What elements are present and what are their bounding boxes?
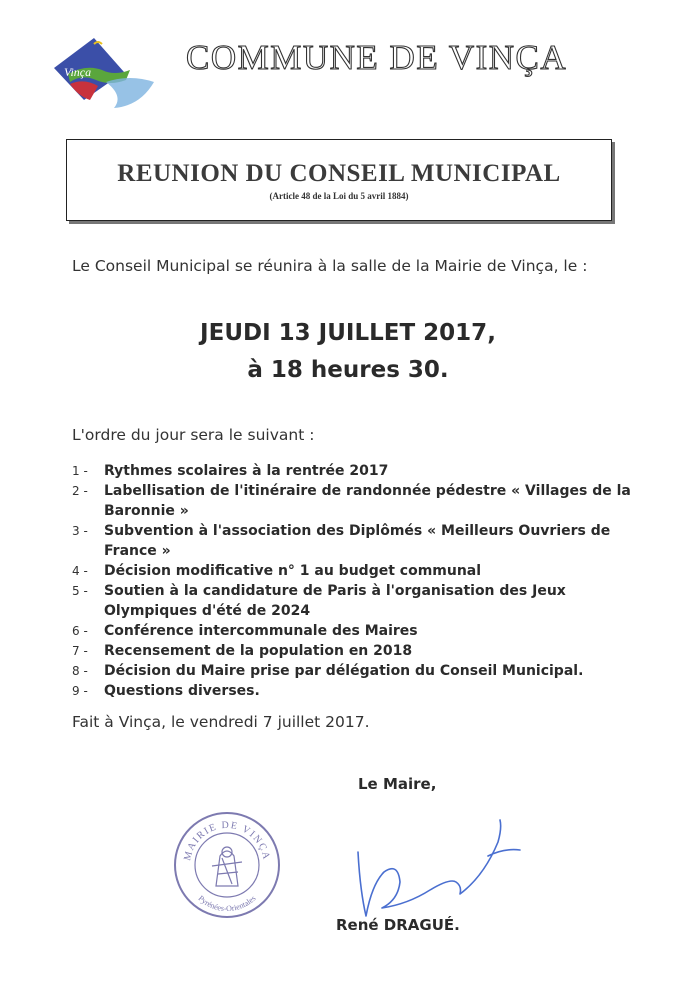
stamp-bottom-text: Pyrénées-Orientales (196, 893, 258, 914)
agenda-item-number: 5 - (72, 584, 88, 598)
agenda-item (72, 521, 632, 561)
agenda-item-text: Rythmes scolaires à la rentrée 2017 (104, 463, 389, 479)
agenda-item-text: Questions diverses. (104, 683, 260, 699)
mayor-signature (338, 812, 528, 922)
stamp-top-text: MAIRIE DE VINÇA (182, 819, 272, 862)
commune-logo (50, 34, 160, 116)
agenda-item (72, 581, 632, 621)
agenda-item (72, 461, 632, 481)
meeting-title-box (66, 139, 612, 221)
agenda-item (72, 661, 632, 681)
agenda-item-text: Décision du Maire prise par délégation du Conseil Municipal. (104, 663, 584, 679)
agenda-item (72, 681, 632, 701)
intro-paragraph: Le Conseil Municipal se réunira à la salle de la Mairie de Vinça, le : (72, 257, 588, 275)
agenda-item-text: Soutien à la candidature de Paris à l'organisation des Jeux Olympiques d'été de 2024 (104, 583, 566, 619)
agenda-item-number: 3 - (72, 524, 88, 538)
meeting-time: à 18 heures 30. (247, 357, 449, 383)
agenda-item-number: 4 - (72, 564, 88, 578)
svg-text:MAIRIE DE VINÇA (182, 820, 272, 862)
agenda-item-text: Décision modificative n° 1 au budget communal (104, 563, 482, 579)
marianne-emblem-icon (212, 847, 242, 886)
agenda-item (72, 561, 632, 581)
meeting-legal-reference: (Article 48 de la Loi du 5 avril 1884) (269, 191, 409, 201)
logo-text: Vinça (64, 65, 92, 79)
agenda-item (72, 641, 632, 661)
signatory-role: Le Maire, (358, 775, 437, 793)
agenda-item-number: 1 - (72, 464, 88, 478)
agenda-list (72, 461, 632, 701)
agenda-intro: L'ordre du jour sera le suivant : (72, 426, 315, 444)
meeting-title: REUNION DU CONSEIL MUNICIPAL (117, 160, 561, 187)
closing-line: Fait à Vinça, le vendredi 7 juillet 2017. (72, 713, 370, 731)
agenda-item-text: Labellisation de l'itinéraire de randonnée pédestre « Villages de la Baronnie » (104, 483, 631, 519)
mairie-stamp (172, 810, 282, 920)
signatory-name: René DRAGUÉ. (336, 916, 460, 934)
agenda-item-number: 2 - (72, 484, 88, 498)
agenda-item-text: Recensement de la population en 2018 (104, 643, 413, 659)
agenda-item-text: Conférence intercommunale des Maires (104, 623, 418, 639)
agenda-item-number: 7 - (72, 644, 88, 658)
agenda-item (72, 481, 632, 521)
agenda-item-text: Subvention à l'association des Diplômés « Meilleurs Ouvriers de France » (104, 523, 611, 559)
meeting-date: JEUDI 13 JUILLET 2017, (200, 320, 496, 346)
agenda-item-number: 9 - (72, 684, 88, 698)
agenda-item-number: 6 - (72, 624, 88, 638)
commune-title: COMMUNE DE VINÇA (186, 38, 568, 77)
agenda-item-number: 8 - (72, 664, 88, 678)
agenda-item (72, 621, 632, 641)
